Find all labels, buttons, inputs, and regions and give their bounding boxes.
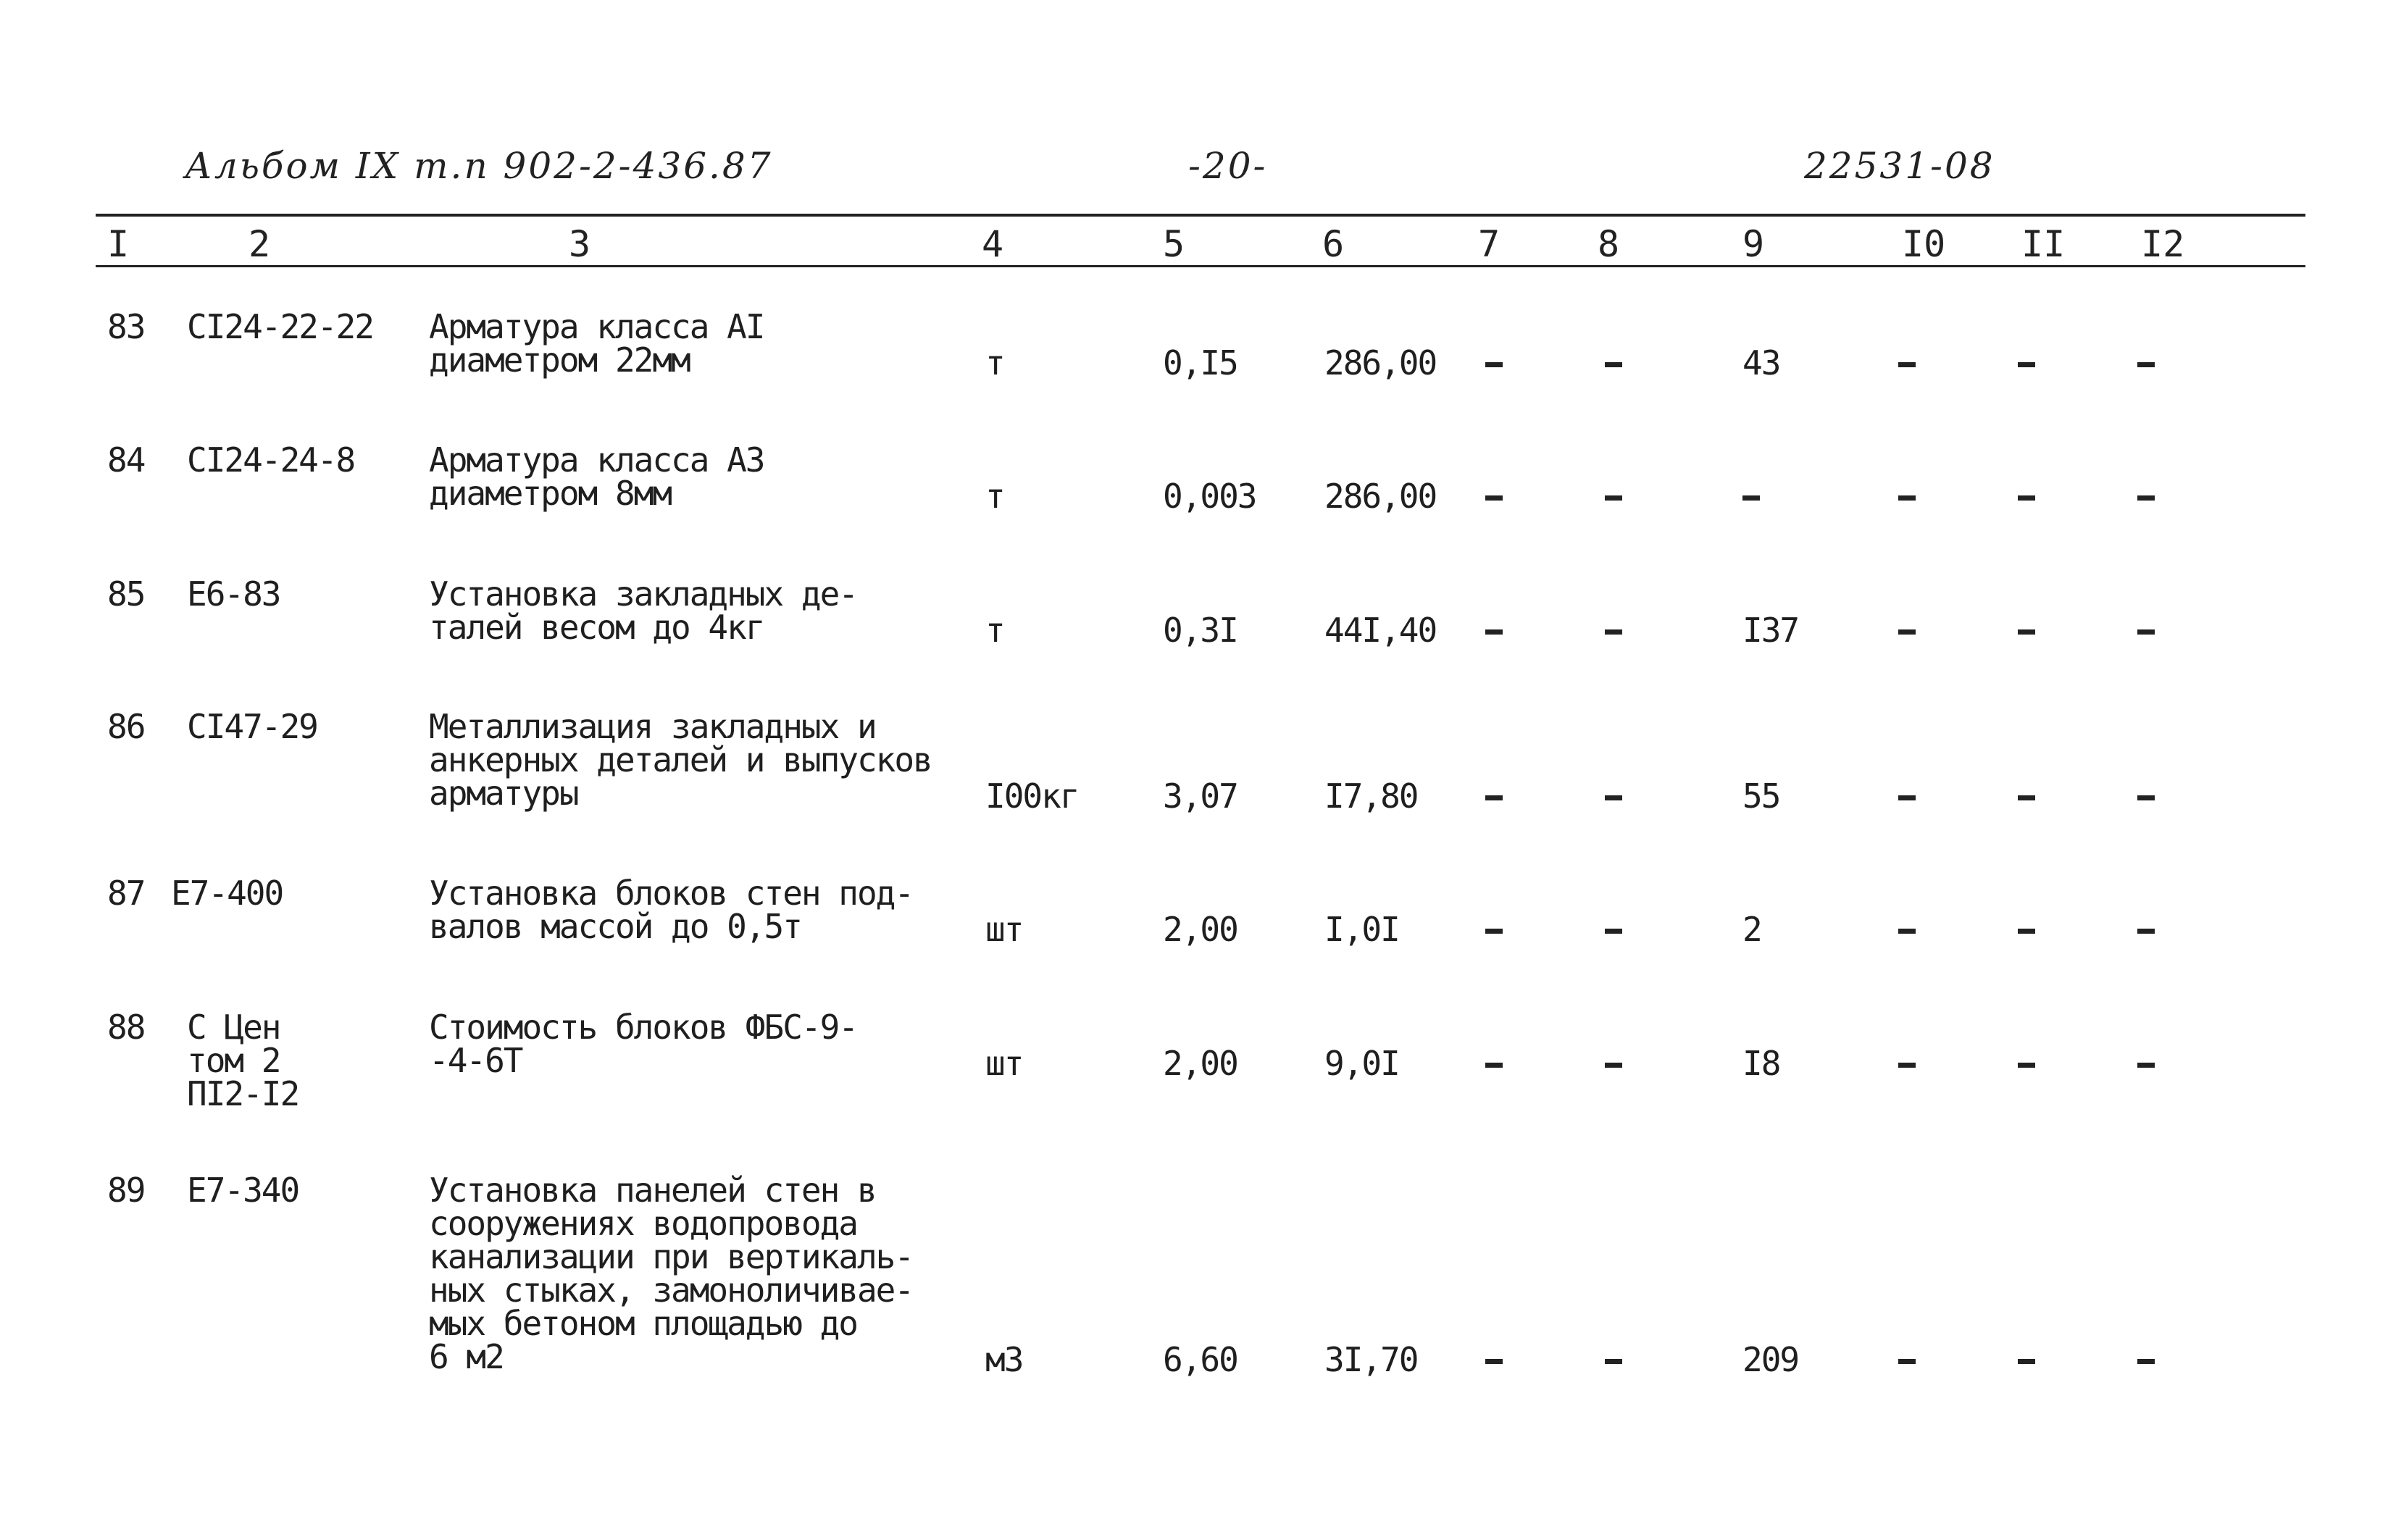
col-number: I2 bbox=[2141, 223, 2185, 265]
row-col11 bbox=[2018, 614, 2037, 647]
row-col8 bbox=[1605, 913, 1624, 946]
row-col8 bbox=[1605, 346, 1624, 380]
page-number: -20- bbox=[1188, 145, 1268, 187]
row-description: Арматура класса AI диаметром 22мм bbox=[429, 307, 764, 380]
col-number: 8 bbox=[1598, 223, 1620, 265]
row-col12 bbox=[2137, 614, 2156, 647]
col-number: I bbox=[107, 223, 130, 265]
col-number: I0 bbox=[1902, 223, 1946, 265]
row-unit-price: I7,80 bbox=[1324, 777, 1418, 816]
row-col11 bbox=[2018, 1047, 2037, 1080]
row-description: Установка закладных де- талей весом до 4кг bbox=[429, 574, 857, 647]
col-number: 7 bbox=[1478, 223, 1500, 265]
row-col10 bbox=[1898, 614, 1917, 647]
row-col7 bbox=[1485, 1343, 1504, 1376]
row-col7 bbox=[1485, 614, 1504, 647]
row-number: 86 bbox=[107, 707, 145, 746]
row-col12 bbox=[2137, 1343, 2156, 1376]
row-code: С Цен том 2 ПI2-I2 bbox=[187, 1008, 299, 1113]
row-col8 bbox=[1605, 779, 1624, 813]
row-description: Арматура класса A3 диаметром 8мм bbox=[429, 440, 764, 513]
col-number: 3 bbox=[569, 223, 591, 265]
row-unit: шт bbox=[985, 1044, 1023, 1083]
row-description: Установка панелей стен в сооружениях водопровода канализации при вертикаль- ных стыках, замоноличивае- мых бетоном площадью до 6 м2 bbox=[429, 1171, 914, 1376]
row-description: Установка блоков стен под- валов массой до 0,5т bbox=[429, 874, 914, 946]
col-number: 6 bbox=[1322, 223, 1345, 265]
row-description: Металлизация закладных и анкерных деталей и выпусков арматуры bbox=[429, 707, 932, 813]
row-col11 bbox=[2018, 346, 2037, 380]
row-col7 bbox=[1485, 480, 1504, 513]
row-col12 bbox=[2137, 346, 2156, 380]
row-number: 88 bbox=[107, 1008, 145, 1047]
col-number: 5 bbox=[1163, 223, 1185, 265]
row-quantity: 0,I5 bbox=[1163, 343, 1237, 382]
row-quantity: 0,003 bbox=[1163, 477, 1256, 516]
row-quantity: 2,00 bbox=[1163, 910, 1237, 949]
row-unit: I00кг bbox=[985, 777, 1079, 816]
row-quantity: 2,00 bbox=[1163, 1044, 1237, 1083]
row-number: 84 bbox=[107, 440, 145, 480]
row-total: 209 bbox=[1742, 1340, 1799, 1379]
row-total: 43 bbox=[1742, 343, 1780, 382]
row-col11 bbox=[2018, 779, 2037, 813]
row-unit-price: 286,00 bbox=[1324, 477, 1437, 516]
row-col8 bbox=[1605, 1343, 1624, 1376]
row-col12 bbox=[2137, 779, 2156, 813]
row-unit: м3 bbox=[985, 1340, 1023, 1379]
row-number: 87 bbox=[107, 874, 145, 913]
row-total bbox=[1742, 480, 1761, 513]
col-number: 9 bbox=[1742, 223, 1765, 265]
row-unit-price: 44I,40 bbox=[1324, 611, 1437, 650]
row-col10 bbox=[1898, 480, 1917, 513]
album-reference: Альбом IX т.п 902-2-436.87 bbox=[185, 145, 773, 187]
row-col11 bbox=[2018, 913, 2037, 946]
row-unit: т bbox=[985, 477, 1004, 516]
row-col8 bbox=[1605, 614, 1624, 647]
row-unit-price: 9,0I bbox=[1324, 1044, 1399, 1083]
row-code: E7-400 bbox=[171, 874, 283, 913]
row-col8 bbox=[1605, 480, 1624, 513]
row-unit: т bbox=[985, 611, 1004, 650]
row-col11 bbox=[2018, 480, 2037, 513]
row-col7 bbox=[1485, 1047, 1504, 1080]
row-col12 bbox=[2137, 1047, 2156, 1080]
row-code: E7-340 bbox=[187, 1171, 299, 1210]
row-unit-price: I,0I bbox=[1324, 910, 1399, 949]
row-quantity: 3,07 bbox=[1163, 777, 1237, 816]
row-code: E6-83 bbox=[187, 574, 280, 614]
row-code: CI24-22-22 bbox=[187, 307, 373, 346]
col-number: II bbox=[2021, 223, 2066, 265]
row-total: 2 bbox=[1742, 910, 1761, 949]
row-col8 bbox=[1605, 1047, 1624, 1080]
row-number: 83 bbox=[107, 307, 145, 346]
row-col7 bbox=[1485, 913, 1504, 946]
row-col11 bbox=[2018, 1343, 2037, 1376]
row-col10 bbox=[1898, 1343, 1917, 1376]
row-code: CI47-29 bbox=[187, 707, 317, 746]
row-unit: шт bbox=[985, 910, 1023, 949]
row-number: 89 bbox=[107, 1171, 145, 1210]
row-total: 55 bbox=[1742, 777, 1780, 816]
row-col10 bbox=[1898, 913, 1917, 946]
row-col10 bbox=[1898, 346, 1917, 380]
row-total: I37 bbox=[1742, 611, 1799, 650]
column-header-rule bbox=[96, 265, 2305, 267]
row-quantity: 0,3I bbox=[1163, 611, 1237, 650]
row-unit-price: 3I,70 bbox=[1324, 1340, 1418, 1379]
row-number: 85 bbox=[107, 574, 145, 614]
row-col10 bbox=[1898, 1047, 1917, 1080]
row-col10 bbox=[1898, 779, 1917, 813]
row-unit-price: 286,00 bbox=[1324, 343, 1437, 382]
row-col12 bbox=[2137, 480, 2156, 513]
document-code: 22531-08 bbox=[1804, 145, 1995, 187]
row-total: I8 bbox=[1742, 1044, 1780, 1083]
row-col7 bbox=[1485, 779, 1504, 813]
row-quantity: 6,60 bbox=[1163, 1340, 1237, 1379]
row-col7 bbox=[1485, 346, 1504, 380]
row-code: CI24-24-8 bbox=[187, 440, 355, 480]
row-unit: т bbox=[985, 343, 1004, 382]
row-description: Стоимость блоков ФБС-9- -4-6Т bbox=[429, 1008, 857, 1080]
col-number: 4 bbox=[982, 223, 1004, 265]
row-col12 bbox=[2137, 913, 2156, 946]
top-rule bbox=[96, 214, 2305, 217]
col-number: 2 bbox=[249, 223, 271, 265]
